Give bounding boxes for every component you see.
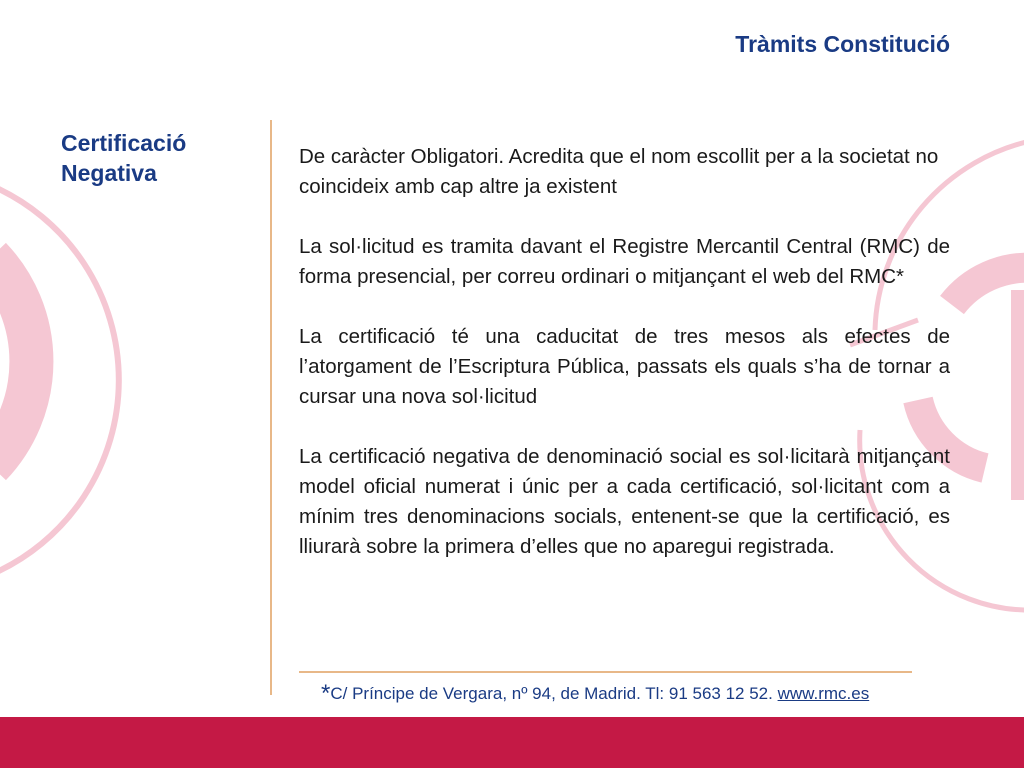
section-heading: [61, 128, 186, 188]
paragraph-obligatory: De caràcter Obligatori. Acredita que el nom escollit per a la societat no coincideix amb cap altre ja existent: [299, 145, 939, 198]
paragraph-model: La certificació negativa de denominació social es sol·licitarà mitjançant model oficial numerat i únic per a cada certificació, sol·licitant com a mínim tres denominacions socials, entenent-se que la certificació, es lliurarà sobre la primera d’elles que no aparegui registrada.: [299, 445, 950, 558]
footnote-address: C/ Príncipe de Vergara, nº 94, de Madrid. Tl: 91 563 12 52.: [330, 684, 778, 703]
rmc-website-link[interactable]: www.rmc.es: [777, 684, 870, 703]
section-heading-line-1: Certificació: [61, 130, 187, 156]
bottom-accent-bar: [0, 717, 1024, 768]
body-text: [299, 142, 950, 562]
section-heading-line-2: Negativa: [61, 160, 157, 186]
footnote: [321, 680, 869, 708]
paragraph-expiry: La certificació té una caducitat de tres mesos als efectes de l’atorgament de l’Escriptura Pública, passats els quals s’ha de tornar a cursar una nova sol·licitud: [299, 325, 950, 408]
paragraph-request: La sol·licitud es tramita davant el Registre Mercantil Central (RMC) de forma presencial, per correu ordinari o mitjançant el web del RMC*: [299, 235, 950, 288]
page-title: Tràmits Constitució: [735, 31, 950, 57]
vertical-divider: [270, 120, 272, 695]
footnote-marker: *: [321, 680, 331, 707]
footnote-divider: [299, 671, 912, 673]
